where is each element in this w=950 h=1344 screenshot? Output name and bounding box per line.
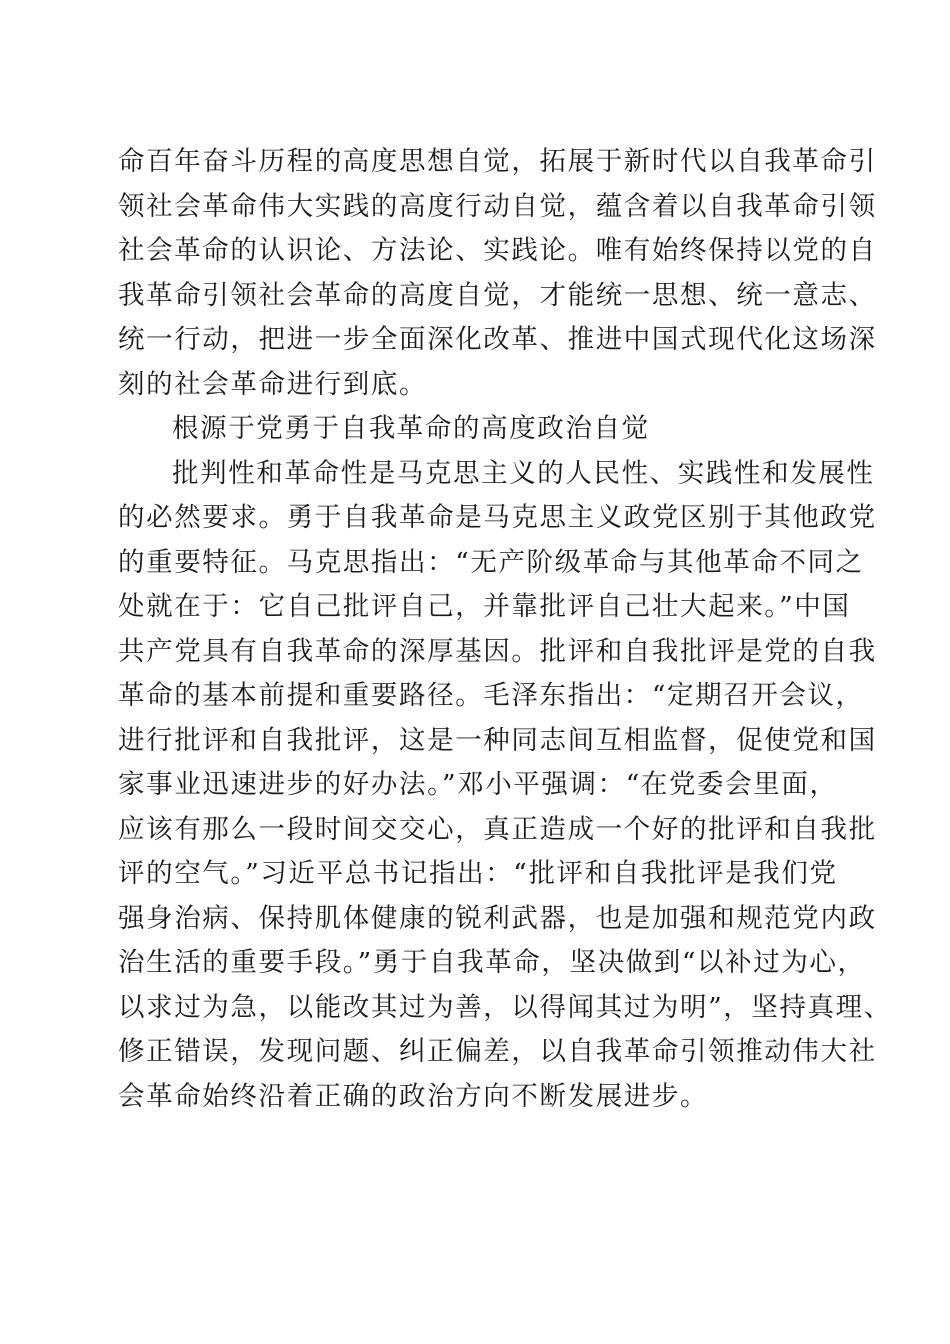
paragraph-line: 刻的社会革命进行到底。 <box>118 368 428 400</box>
paragraph-line: 评的空气。”习近平总书记指出：“批评和自我批评是我们党 <box>118 858 838 889</box>
paragraph-line: 处就在于：它自己批评自己，并靠批评自己壮大起来。”中国 <box>118 591 851 622</box>
paragraph-line: 家事业迅速进步的好办法。”邓小平强调：“在党委会里面， <box>118 769 838 800</box>
paragraph-line: 社会革命的认识论、方法论、实践论。唯有始终保持以党的自 <box>118 235 877 266</box>
paragraph-line: 会革命始终沿着正确的政治方向不断发展进步。 <box>118 1080 709 1112</box>
section-heading: 根源于党勇于自我革命的高度政治自觉 <box>172 413 650 444</box>
paragraph-line: 统一行动，把进一步全面深化改革、推进中国式现代化这场深 <box>118 324 877 355</box>
paragraph-line: 应该有那么一段时间交交心，真正造成一个好的批评和自我批 <box>118 813 877 845</box>
paragraph-line: 领社会革命伟大实践的高度行动自觉，蕴含着以自我革命引领 <box>118 190 877 222</box>
paragraph-line: 的重要特征。马克思指出：“无产阶级革命与其他革命不同之 <box>118 546 864 578</box>
paragraph-line: 我革命引领社会革命的高度自觉，才能统一思想、统一意志、 <box>118 279 877 311</box>
document-body <box>118 140 892 1119</box>
paragraph-line: 的必然要求。勇于自我革命是马克思主义政党区别于其他政党 <box>118 502 877 533</box>
paragraph-line: 命百年奋斗历程的高度思想自觉，拓展于新时代以自我革命引 <box>118 146 877 177</box>
paragraph-line: 强身治病、保持肌体健康的锐利武器，也是加强和规范党内政 <box>118 902 877 934</box>
paragraph-line: 修正错误，发现问题、纠正偏差，以自我革命引领推动伟大社 <box>118 1036 877 1067</box>
paragraph-line: 共产党具有自我革命的深厚基因。批评和自我批评是党的自我 <box>118 635 877 667</box>
paragraph-line: 进行批评和自我批评，这是一种同志间互相监督，促使党和国 <box>118 724 877 756</box>
paragraph-line: 革命的基本前提和重要路径。毛泽东指出：“定期召开会议， <box>118 680 864 711</box>
paragraph-line: 批判性和革命性是马克思主义的人民性、实践性和发展性 <box>172 457 875 489</box>
paragraph-line: 治生活的重要手段。”勇于自我革命，坚决做到“以补过为心， <box>118 947 866 978</box>
paragraph-line: 以求过为急，以能改其过为善，以得闻其过为明”，坚持真理、 <box>118 991 892 1023</box>
